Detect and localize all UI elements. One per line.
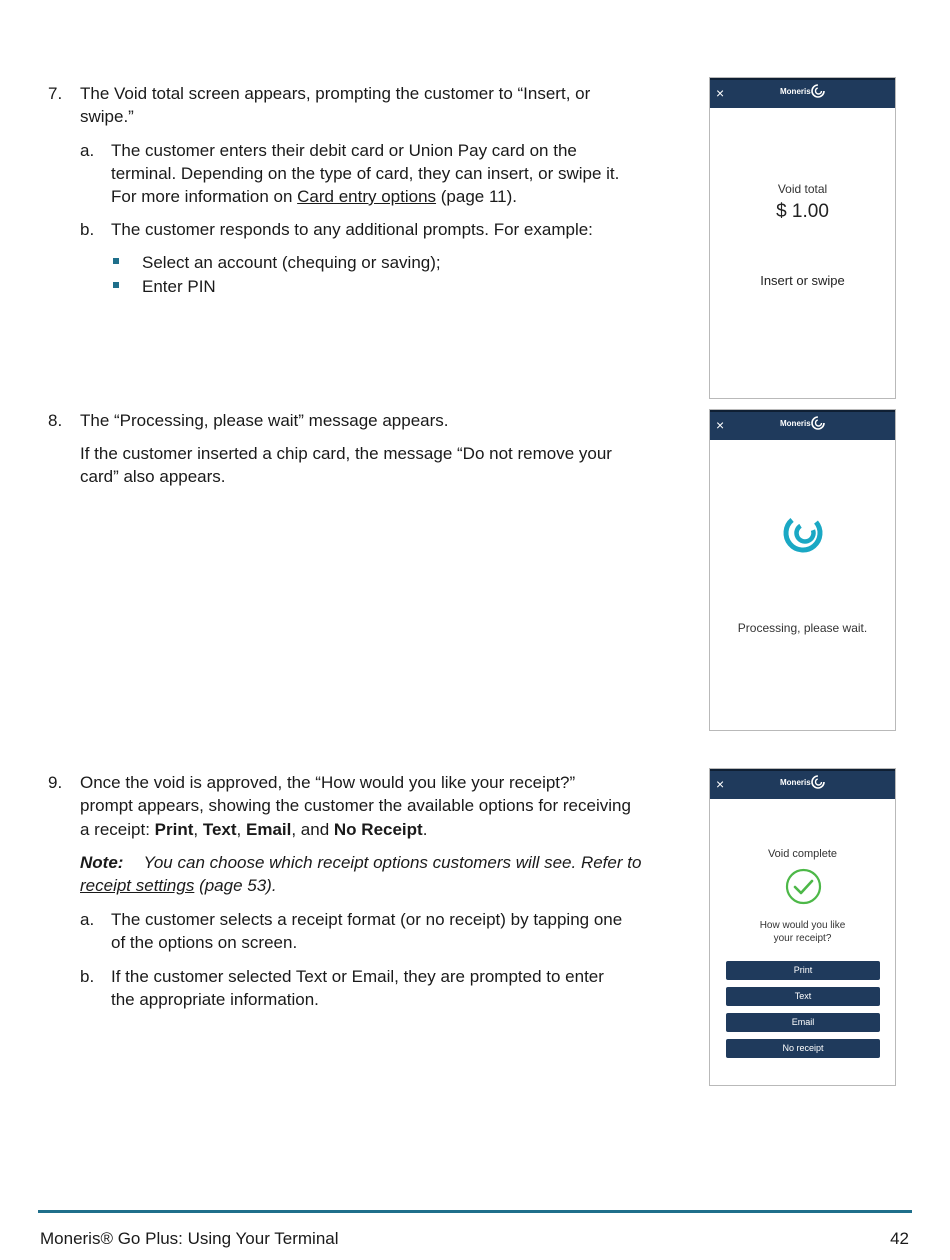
screen-header bbox=[710, 78, 895, 108]
step-7-line-1: The Void total screen appears, prompting the customer to “Insert, or bbox=[80, 84, 591, 103]
step-9a-letter: a. bbox=[80, 910, 95, 929]
moneris-logo-icon bbox=[810, 83, 826, 99]
page-number: 42 bbox=[890, 1229, 909, 1248]
step-9a-line-1: The customer selects a receipt format (or no receipt) by tapping one bbox=[111, 910, 623, 929]
step-9-line-1: Once the void is approved, the “How would you like your receipt?” bbox=[80, 773, 576, 792]
card-entry-options-link[interactable]: Card entry options bbox=[297, 187, 437, 206]
note-label: Note: bbox=[80, 853, 124, 872]
moneris-logo-icon bbox=[810, 774, 826, 790]
close-icon[interactable]: × bbox=[716, 776, 725, 792]
bullet-icon bbox=[113, 258, 119, 264]
text-button[interactable]: Text bbox=[726, 987, 880, 1006]
option-email: Email bbox=[246, 820, 292, 839]
close-icon[interactable]: × bbox=[716, 85, 725, 101]
receipt-question-line-2: your receipt? bbox=[773, 933, 832, 944]
step-7a-line-1: The customer enters their debit card or Union Pay card on the bbox=[111, 141, 577, 160]
processing-spinner-icon bbox=[781, 511, 825, 555]
screen-header bbox=[710, 410, 895, 440]
note-line-2-post: (page 53). bbox=[194, 876, 277, 895]
step-8-para-line-1: If the customer inserted a chip card, the message “Do not remove your bbox=[80, 444, 612, 463]
option-text: Text bbox=[202, 820, 237, 839]
no-receipt-button[interactable]: No receipt bbox=[726, 1039, 880, 1058]
step-8-line-1: The “Processing, please wait” message appears. bbox=[80, 411, 449, 430]
close-icon[interactable]: × bbox=[716, 417, 725, 433]
step-9-number: 9. bbox=[48, 773, 63, 792]
processing-message: Processing, please wait. bbox=[737, 621, 868, 635]
bullet-item-enter-pin: Enter PIN bbox=[142, 277, 216, 296]
separator: , bbox=[193, 820, 203, 839]
step-9b-line-2: the appropriate information. bbox=[111, 990, 319, 1009]
bullet-icon bbox=[113, 282, 119, 288]
screen-header bbox=[710, 769, 895, 799]
terminal-screen-processing bbox=[709, 409, 896, 731]
step-7a-letter: a. bbox=[80, 141, 95, 160]
void-total-label: Void total bbox=[777, 182, 828, 196]
print-button[interactable]: Print bbox=[726, 961, 880, 980]
brand-name: Moneris bbox=[780, 419, 811, 428]
step-7a-line-3 bbox=[111, 185, 656, 208]
step-9b-letter: b. bbox=[80, 967, 95, 986]
step-9a-line-2: of the options on screen. bbox=[111, 933, 298, 952]
receipt-settings-link[interactable]: receipt settings bbox=[80, 876, 195, 895]
step-7a-line-3-pre: For more information on bbox=[111, 187, 298, 206]
email-button[interactable]: Email bbox=[726, 1013, 880, 1032]
footer-rule bbox=[38, 1210, 912, 1213]
option-no-receipt: No Receipt bbox=[333, 820, 423, 839]
step-9-line-3 bbox=[80, 818, 655, 841]
brand-name: Moneris bbox=[780, 778, 811, 787]
void-complete-title: Void complete bbox=[767, 848, 838, 860]
checkmark-circle-icon bbox=[785, 868, 822, 905]
step-9b-line-1: If the customer selected Text or Email, they are prompted to enter bbox=[111, 967, 604, 986]
note-line-1 bbox=[80, 851, 655, 874]
note-text: You can choose which receipt options customers will see. Refer to bbox=[143, 853, 642, 872]
receipt-question-line-1: How would you like bbox=[759, 920, 846, 931]
step-9-line-2: prompt appears, showing the customer the available options for receiving bbox=[80, 796, 631, 815]
bullet-item-select-account: Select an account (chequing or saving); bbox=[142, 253, 441, 272]
step-7a-line-2: terminal. Depending on the type of card, they can insert, or swipe it. bbox=[111, 164, 620, 183]
option-print: Print bbox=[154, 820, 194, 839]
step-8-para-line-2: card” also appears. bbox=[80, 467, 226, 486]
separator: , bbox=[236, 820, 246, 839]
terminal-screen-void-complete bbox=[709, 768, 896, 1086]
brand-name: Moneris bbox=[780, 87, 811, 96]
footer-title: Moneris® Go Plus: Using Your Terminal bbox=[40, 1229, 339, 1248]
step-7b-line-1: The customer responds to any additional prompts. For example: bbox=[111, 220, 593, 239]
step-9-line-3-pre: a receipt: bbox=[80, 820, 155, 839]
note-line-2 bbox=[80, 874, 655, 897]
void-total-amount: $ 1.00 bbox=[776, 201, 829, 222]
step-7-line-2: swipe.” bbox=[80, 107, 134, 126]
moneris-logo-icon bbox=[810, 415, 826, 431]
separator: , and bbox=[291, 820, 334, 839]
insert-or-swipe-prompt: Insert or swipe bbox=[760, 273, 845, 288]
step-7-number: 7. bbox=[48, 84, 63, 103]
step-8-number: 8. bbox=[48, 411, 63, 430]
step-7a-line-3-post: (page 11). bbox=[436, 187, 518, 206]
step-7b-letter: b. bbox=[80, 220, 95, 239]
terminal-screen-void-total bbox=[709, 77, 896, 399]
period: . bbox=[422, 820, 428, 839]
